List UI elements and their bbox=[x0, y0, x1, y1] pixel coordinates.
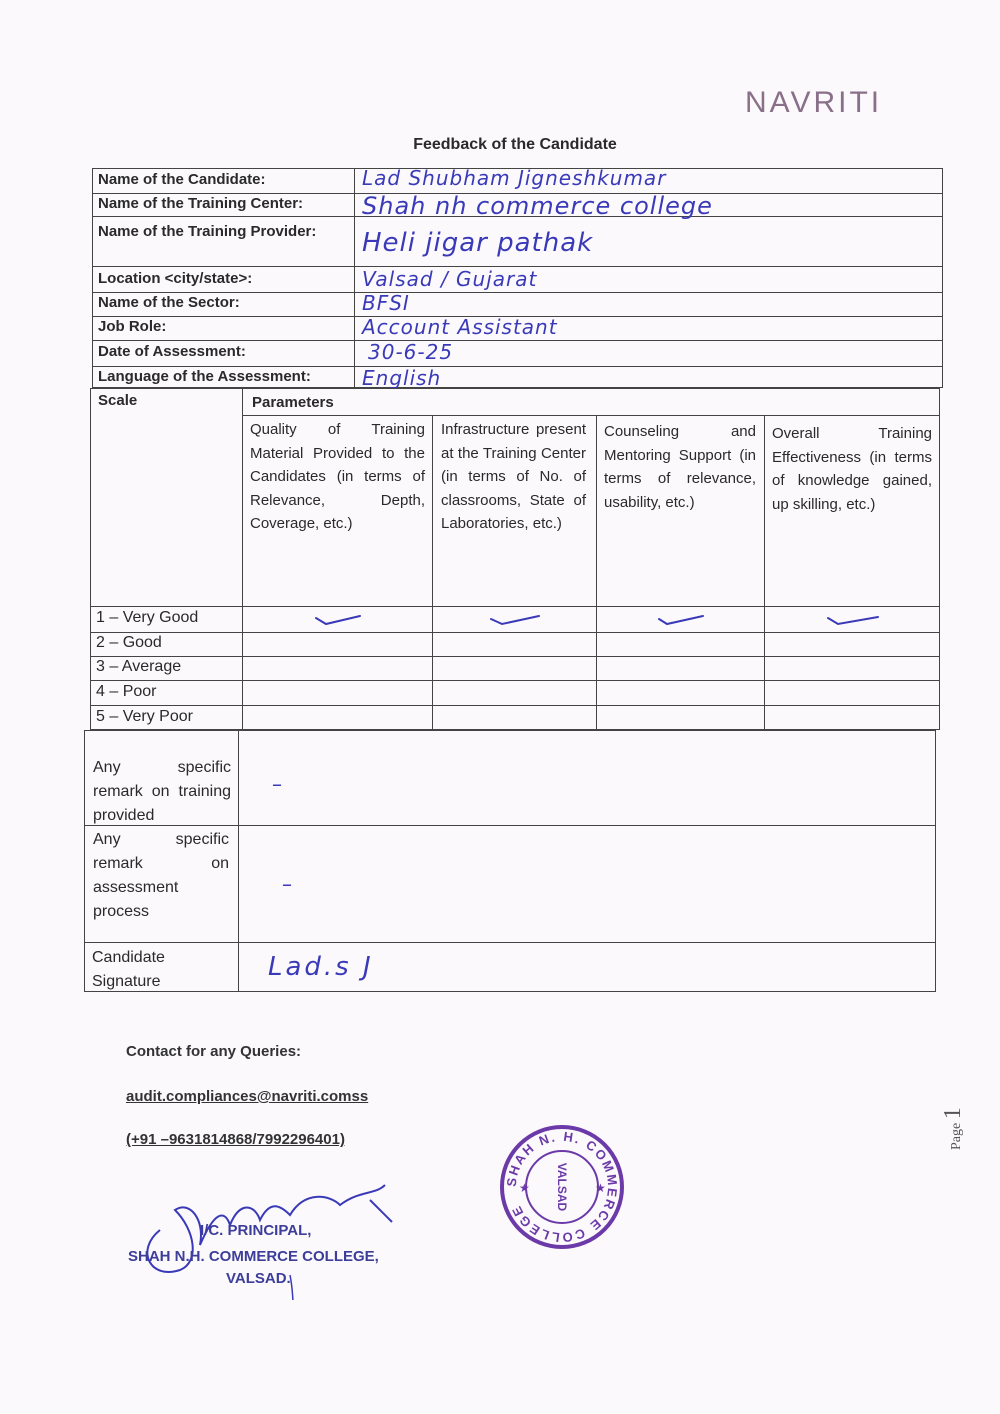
training-center-label: Name of the Training Center: bbox=[98, 195, 304, 212]
college-seal-icon bbox=[497, 1122, 627, 1252]
checkmark-icon bbox=[657, 612, 705, 628]
parameter-overall-effectiveness: Overall Training Effectiveness (in terms of knowledge gained, up skilling, etc.) bbox=[772, 425, 932, 513]
training-center-value: Shah nh commerce college bbox=[362, 192, 713, 220]
scale-average: 3 – Average bbox=[96, 658, 182, 675]
parameters-header: Parameters bbox=[252, 394, 334, 411]
location-label: Location <city/state>: bbox=[98, 270, 253, 287]
parameter-infrastructure: Infrastructure present at the Training Center (in terms of No. of classrooms, State of Laboratories, etc.) bbox=[441, 421, 586, 532]
checkmark-icon bbox=[826, 612, 880, 628]
college-stamp-name: SHAH N.H. COMMERCE COLLEGE, bbox=[128, 1248, 379, 1265]
training-provider-label: Name of the Training Provider: bbox=[98, 223, 317, 240]
candidate-signature: Lad.s J bbox=[268, 952, 374, 982]
remark-assessment-label: Any specific remark on assessment process bbox=[93, 831, 229, 920]
remark-training-label: Any specific remark on training provided bbox=[93, 759, 231, 824]
navriti-logo: NAVRITI bbox=[745, 86, 883, 119]
svg-text:★: ★ bbox=[519, 1181, 530, 1195]
contact-email-link[interactable]: audit.compliances@navriti.comss bbox=[126, 1088, 369, 1105]
signature-label: Candidate Signature bbox=[92, 949, 165, 990]
parameter-counseling: Counseling and Mentoring Support (in terms of relevance, usability, etc.) bbox=[604, 423, 756, 511]
page-number-value: 1 bbox=[940, 1107, 966, 1120]
assessment-date-value: 30-6-25 bbox=[368, 340, 454, 364]
location-value: Valsad / Gujarat bbox=[362, 267, 538, 291]
page-label: Page bbox=[949, 1122, 964, 1150]
job-role-value: Account Assistant bbox=[362, 315, 558, 339]
remark-training-value: – bbox=[272, 772, 283, 796]
contact-heading: Contact for any Queries: bbox=[126, 1043, 302, 1060]
assessment-language-value: English bbox=[362, 366, 442, 390]
rating-cell-infrastructure[interactable] bbox=[433, 607, 596, 632]
remark-assessment-value: – bbox=[282, 872, 293, 896]
candidate-name-label: Name of the Candidate: bbox=[98, 171, 266, 188]
parameter-training-material: Quality of Training Material Provided to the Candidates (in terms of Relevance, Depth, Coverage, etc.) bbox=[250, 421, 425, 532]
seal-center-text: VALSAD bbox=[555, 1162, 569, 1212]
job-role-label: Job Role: bbox=[98, 318, 167, 335]
svg-text:★: ★ bbox=[595, 1181, 606, 1195]
checkmark-icon bbox=[314, 612, 362, 628]
rating-cell-overall-effectiveness[interactable] bbox=[765, 607, 940, 632]
assessment-date-label: Date of Assessment: bbox=[98, 343, 246, 360]
scale-very-good: 1 – Very Good bbox=[96, 609, 199, 626]
scale-header: Scale bbox=[98, 392, 138, 409]
rating-cell-training-material[interactable] bbox=[243, 607, 432, 632]
candidate-name-value: Lad Shubham Jigneshkumar bbox=[362, 166, 667, 190]
checkmark-icon bbox=[489, 612, 541, 628]
sector-value: BFSI bbox=[362, 291, 410, 315]
rating-cell-counseling[interactable] bbox=[597, 607, 764, 632]
scale-very-poor: 5 – Very Poor bbox=[96, 708, 193, 725]
page-title: Feedback of the Candidate bbox=[413, 136, 617, 153]
principal-title: I/C. PRINCIPAL, bbox=[200, 1222, 312, 1239]
assessment-language-label: Language of the Assessment: bbox=[98, 368, 311, 385]
contact-phone-link[interactable]: (+91 –9631814868/7992296401) bbox=[126, 1131, 345, 1148]
scale-good: 2 – Good bbox=[96, 634, 162, 651]
page-number bbox=[940, 1107, 967, 1150]
college-stamp-city: VALSAD. bbox=[226, 1270, 291, 1287]
sector-label: Name of the Sector: bbox=[98, 294, 240, 311]
scale-poor: 4 – Poor bbox=[96, 683, 157, 700]
seal-ring-text: SHAH N. H. COMMERCE COLLEGE bbox=[503, 1128, 621, 1246]
training-provider-value: Heli jigar pathak bbox=[362, 228, 594, 258]
